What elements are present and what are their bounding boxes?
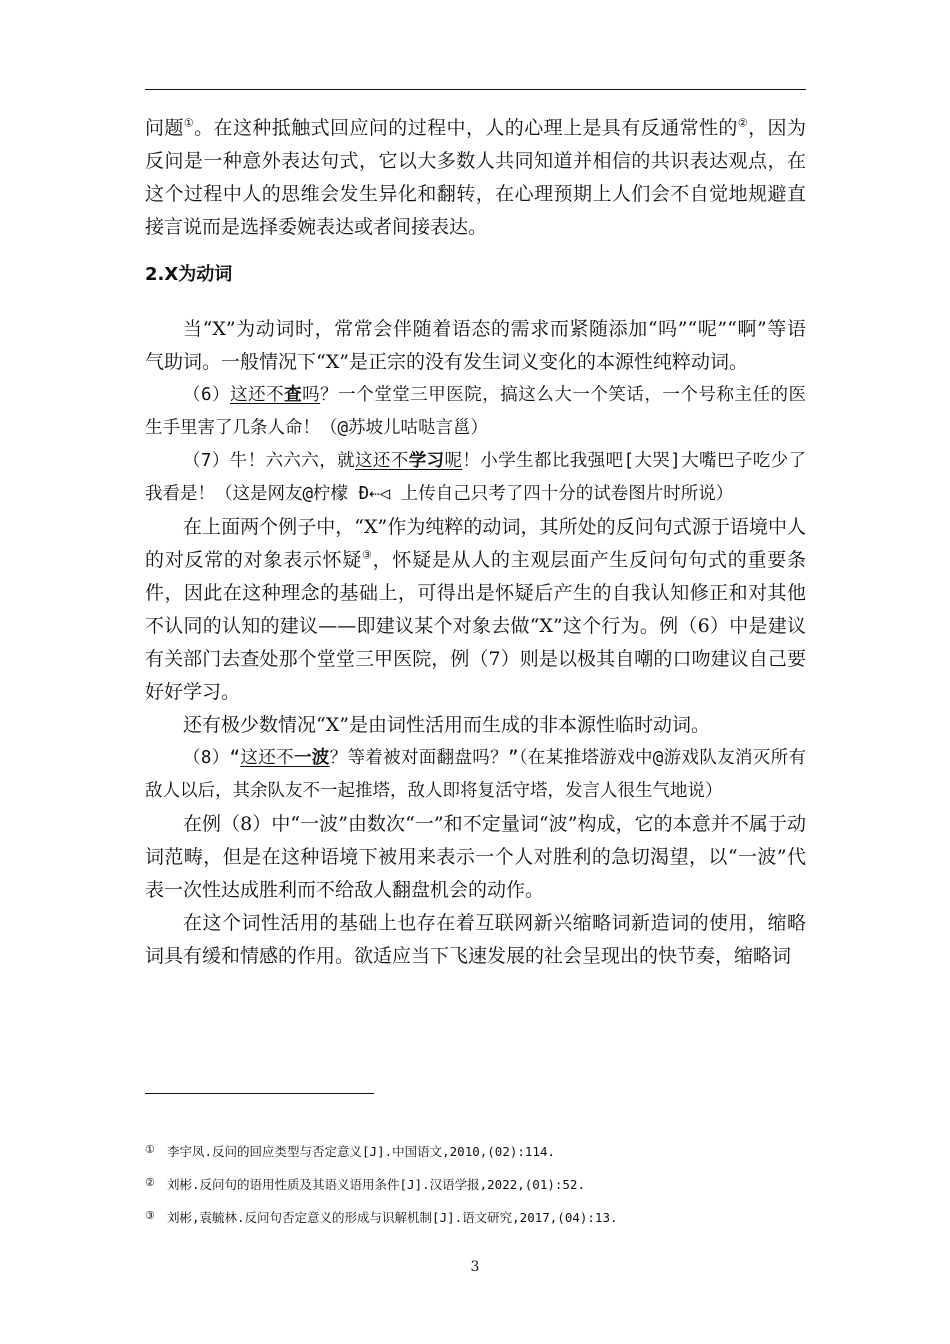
paragraph-analysis: 在上面两个例子中，“X”作为纯粹的动词，其所处的反问句式源于语境中人的对反常的对象表示怀疑③，怀疑是从人的主观层面产生反问句句式的重要条件，因此在这种理念的基础上，可得出是怀疑后产生的自我认知修正和对其他不认同的认知的建议——即建议某个对象去做“X”这个行为。例（6）中是建议有关部门去查处那个堂堂三甲医院，例（7）则是以极其自嘲的口吻建议自己要好好学习。	[145, 516, 806, 703]
header-rule	[145, 89, 806, 90]
page-number: 3	[470, 1259, 480, 1275]
example-8: （8）“这还不一波？等着被对面翻盘吗？”（在某推塔游戏中@游戏队友消灭所有敌人以后，其余队友不一起推塔，敌人即将复活守塔，发言人很生气地说）	[145, 748, 806, 801]
footnote-rule	[145, 1093, 374, 1094]
footnote-ref-2[interactable]: ②	[737, 116, 749, 130]
paragraph-abbreviations: 在这个词性活用的基础上也存在着互联网新兴缩略词新造词的使用，缩略词具有缓和情感的作用。欲适应当下飞速发展的社会呈现出的快节奏，缩略词	[145, 912, 806, 967]
paragraph-example-8-analysis: 在例（8）中“一波”由数次“一”和不定量词“波”构成，它的本意并不属于动词范畴，但是在这种语境下被用来表示一个人对胜利的急切渴望，以“一波”代表一次性达成胜利而不给敌人翻盘机会的动作。	[145, 813, 806, 901]
footnote-1: ① 李宇凤.反问的回应类型与否定意义[J].中国语文,2010,(02):114.	[145, 1143, 556, 1159]
example-6: （6）这还不查吗？一个堂堂三甲医院，搞这么大一个笑话，一个号称主任的医生手里害了几条人命！（@苏坡儿咕哒言邕）	[145, 385, 807, 438]
example-7: （7）牛！六六六，就这还不学习呢！小学生都比我强吧[大哭]大嘴巴子吃少了我看是！（这是网友@柠檬 Ð⇠◁ 上传自己只考了四十分的试卷图片时所说）	[145, 451, 807, 504]
footnote-2: ② 刘彬.反问句的语用性质及其语义语用条件[J].汉语学报,2022,(01):52.	[145, 1176, 585, 1192]
paragraph-verb-intro: 当“X”为动词时，常常会伴随着语态的需求而紧随添加“吗”“呢”“啊”等语气助词。一般情况下“X”是正宗的没有发生词义变化的本源性纯粹动词。	[145, 318, 806, 373]
paragraph-rare-cases: 还有极少数情况“X”是由词性活用而生成的非本源性临时动词。	[183, 714, 710, 736]
footnote-ref-1[interactable]: ①	[183, 116, 195, 130]
footnote-3: ③ 刘彬,袁毓林.反问句否定意义的形成与识解机制[J].语文研究,2017,(04):13.	[145, 1209, 618, 1225]
section-heading: 2.X为动词	[145, 264, 233, 285]
footnotes	[145, 1140, 806, 1239]
footnote-ref-3[interactable]: ③	[362, 548, 373, 562]
body-text	[145, 112, 806, 973]
intro-paragraph: 问题①。在这种抵触式回应问的过程中，人的心理上是具有反通常性的②，因为反问是一种意外表达句式，它以大多数人共同知道并相信的共识表达观点，在这个过程中人的思维会发生异化和翻转，在心理预期上人们会不自觉地规避直接言说而是选择委婉表达或者间接表达。	[145, 116, 806, 238]
